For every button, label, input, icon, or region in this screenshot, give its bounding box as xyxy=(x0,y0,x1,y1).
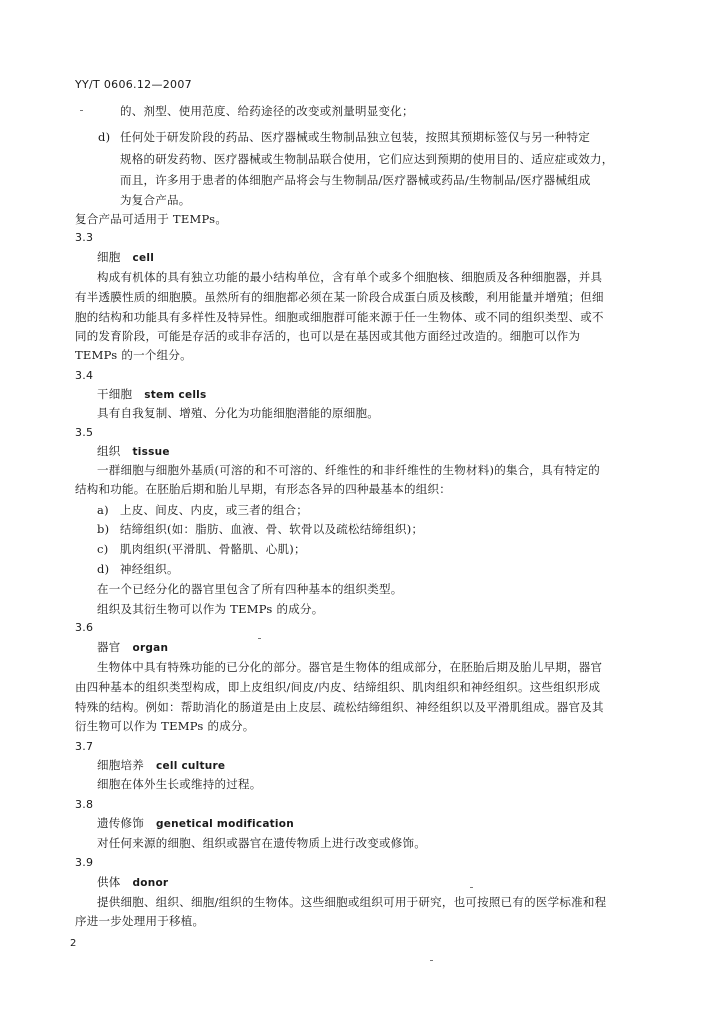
item-d-line: 任何处于研发阶段的药品、医疗器械或生物制品独立包装，按照其预期标签仅与另一种特定 xyxy=(120,130,590,144)
term-heading xyxy=(97,758,225,774)
item-d-line: 规格的研发药物、医疗器械或生物制品联合使用，它们应达到预期的使用目的、适应症或效力， xyxy=(120,152,614,166)
scan-speck xyxy=(80,110,83,111)
clause-number: 3.6 xyxy=(75,621,94,634)
definition-line: 细胞在体外生长或维持的过程。 xyxy=(97,777,262,791)
list-marker: c) xyxy=(97,542,109,556)
term-english: cell xyxy=(132,252,155,264)
list-item: 结缔组织(如：脂肪、血液、骨、软骨以及疏松结缔组织)； xyxy=(120,522,424,536)
item-d-marker: d) xyxy=(98,130,111,144)
term-english: stem cells xyxy=(144,389,207,401)
term-heading xyxy=(97,875,168,891)
definition-line: TEMPs 的一个组分。 xyxy=(75,348,192,362)
definition-line: 提供细胞、组织、细胞/组织的生物体。这些细胞或组织可用于研究，也可按照已有的医学标准和程 xyxy=(97,895,607,909)
item-c-continuation: 的、剂型、使用范度、给药途径的改变或剂量明显变化； xyxy=(120,104,414,118)
list-item: 神经组织。 xyxy=(120,562,179,576)
clause-number: 3.8 xyxy=(75,798,94,811)
definition-line: 对任何来源的细胞、组织或器官在遗传物质上进行改变或修饰。 xyxy=(97,836,426,850)
term-english: cell culture xyxy=(156,760,226,772)
clause-number: 3.5 xyxy=(75,426,94,439)
list-item: 肌肉组织(平滑肌、骨骼肌、心肌)； xyxy=(120,542,306,556)
term-english: donor xyxy=(132,877,169,889)
item-d-line: 而且，许多用于患者的体细胞产品将会与生物制品/医疗器械或药品/生物制品/医疗器械组成 xyxy=(120,173,591,187)
term-english: genetical modification xyxy=(156,818,294,830)
term-chinese: 遗传修饰 xyxy=(97,816,144,830)
term-chinese: 细胞培养 xyxy=(97,758,144,772)
definition-line: 一群细胞与细胞外基质(可溶的和不可溶的、纤维性的和非纤维性的生物材料)的集合，具有特定的 xyxy=(97,463,600,477)
combination-product-note: 复合产品可适用于 TEMPs。 xyxy=(75,212,228,226)
definition-line: 构成有机体的具有独立功能的最小结构单位，含有单个或多个细胞核、细胞质及各种细胞器，并具 xyxy=(97,270,603,284)
definition-line: 有半透膜性质的细胞膜。虽然所有的细胞都必须在某一阶段合成蛋白质及核酸，利用能量并增殖；但细 xyxy=(75,290,604,304)
definition-line: 序进一步处理用于移植。 xyxy=(75,914,205,928)
term-heading xyxy=(97,640,168,656)
clause-number: 3.4 xyxy=(75,369,94,382)
clause-number: 3.7 xyxy=(75,740,94,753)
term-english: organ xyxy=(132,642,169,654)
clause-number: 3.3 xyxy=(75,231,94,244)
standard-number-header: YY/T 0606.12—2007 xyxy=(75,78,192,91)
item-d-line: 为复合产品。 xyxy=(120,193,191,207)
scan-speck xyxy=(430,960,433,961)
scan-speck xyxy=(258,638,261,639)
definition-line: 具有自我复制、增殖、分化为功能细胞潜能的原细胞。 xyxy=(97,406,379,420)
body-text: 在一个已经分化的器官里包含了所有四种基本的组织类型。 xyxy=(97,582,403,596)
definition-line: 特殊的结构。例如：帮助消化的肠道是由上皮层、疏松结缔组织、神经组织以及平滑肌组成。器官及其 xyxy=(75,700,604,714)
term-chinese: 细胞 xyxy=(97,250,121,264)
list-marker: b) xyxy=(97,522,110,536)
definition-line: 衍生物可以作为 TEMPs 的成分。 xyxy=(75,719,255,733)
term-chinese: 供体 xyxy=(97,875,121,889)
list-item: 上皮、间皮、内皮，或三者的组合； xyxy=(120,503,308,517)
definition-line: 胞的结构和功能具有多样性及特异性。细胞或细胞群可能来源于任一生物体、或不同的组织类型、或不 xyxy=(75,310,604,324)
term-heading xyxy=(97,444,170,460)
body-text: 组织及其衍生物可以作为 TEMPs 的成分。 xyxy=(97,602,324,616)
definition-line: 生物体中具有特殊功能的已分化的部分。器官是生物体的组成部分，在胚胎后期及胎儿早期，器官 xyxy=(97,660,603,674)
term-chinese: 干细胞 xyxy=(97,387,133,401)
definition-line: 同的发育阶段，可能是存活的或非存活的，也可以是在基因或其他方面经过改造的。细胞可以作为 xyxy=(75,329,581,343)
definition-line: 结构和功能。在胚胎后期和胎儿早期，有形态各异的四种最基本的组织： xyxy=(75,482,451,496)
term-english: tissue xyxy=(132,446,170,458)
list-marker: d) xyxy=(97,562,110,576)
page-number: 2 xyxy=(70,938,77,949)
clause-number: 3.9 xyxy=(75,856,94,869)
scan-speck xyxy=(470,887,473,888)
definition-line: 由四种基本的组织类型构成，即上皮组织/间皮/内皮、结缔组织、肌肉组织和神经组织。这些组织形成 xyxy=(75,680,601,694)
term-chinese: 器官 xyxy=(97,640,121,654)
term-heading xyxy=(97,250,154,266)
term-heading xyxy=(97,816,294,832)
term-chinese: 组织 xyxy=(97,444,121,458)
list-marker: a) xyxy=(97,503,109,517)
term-heading xyxy=(97,387,207,403)
